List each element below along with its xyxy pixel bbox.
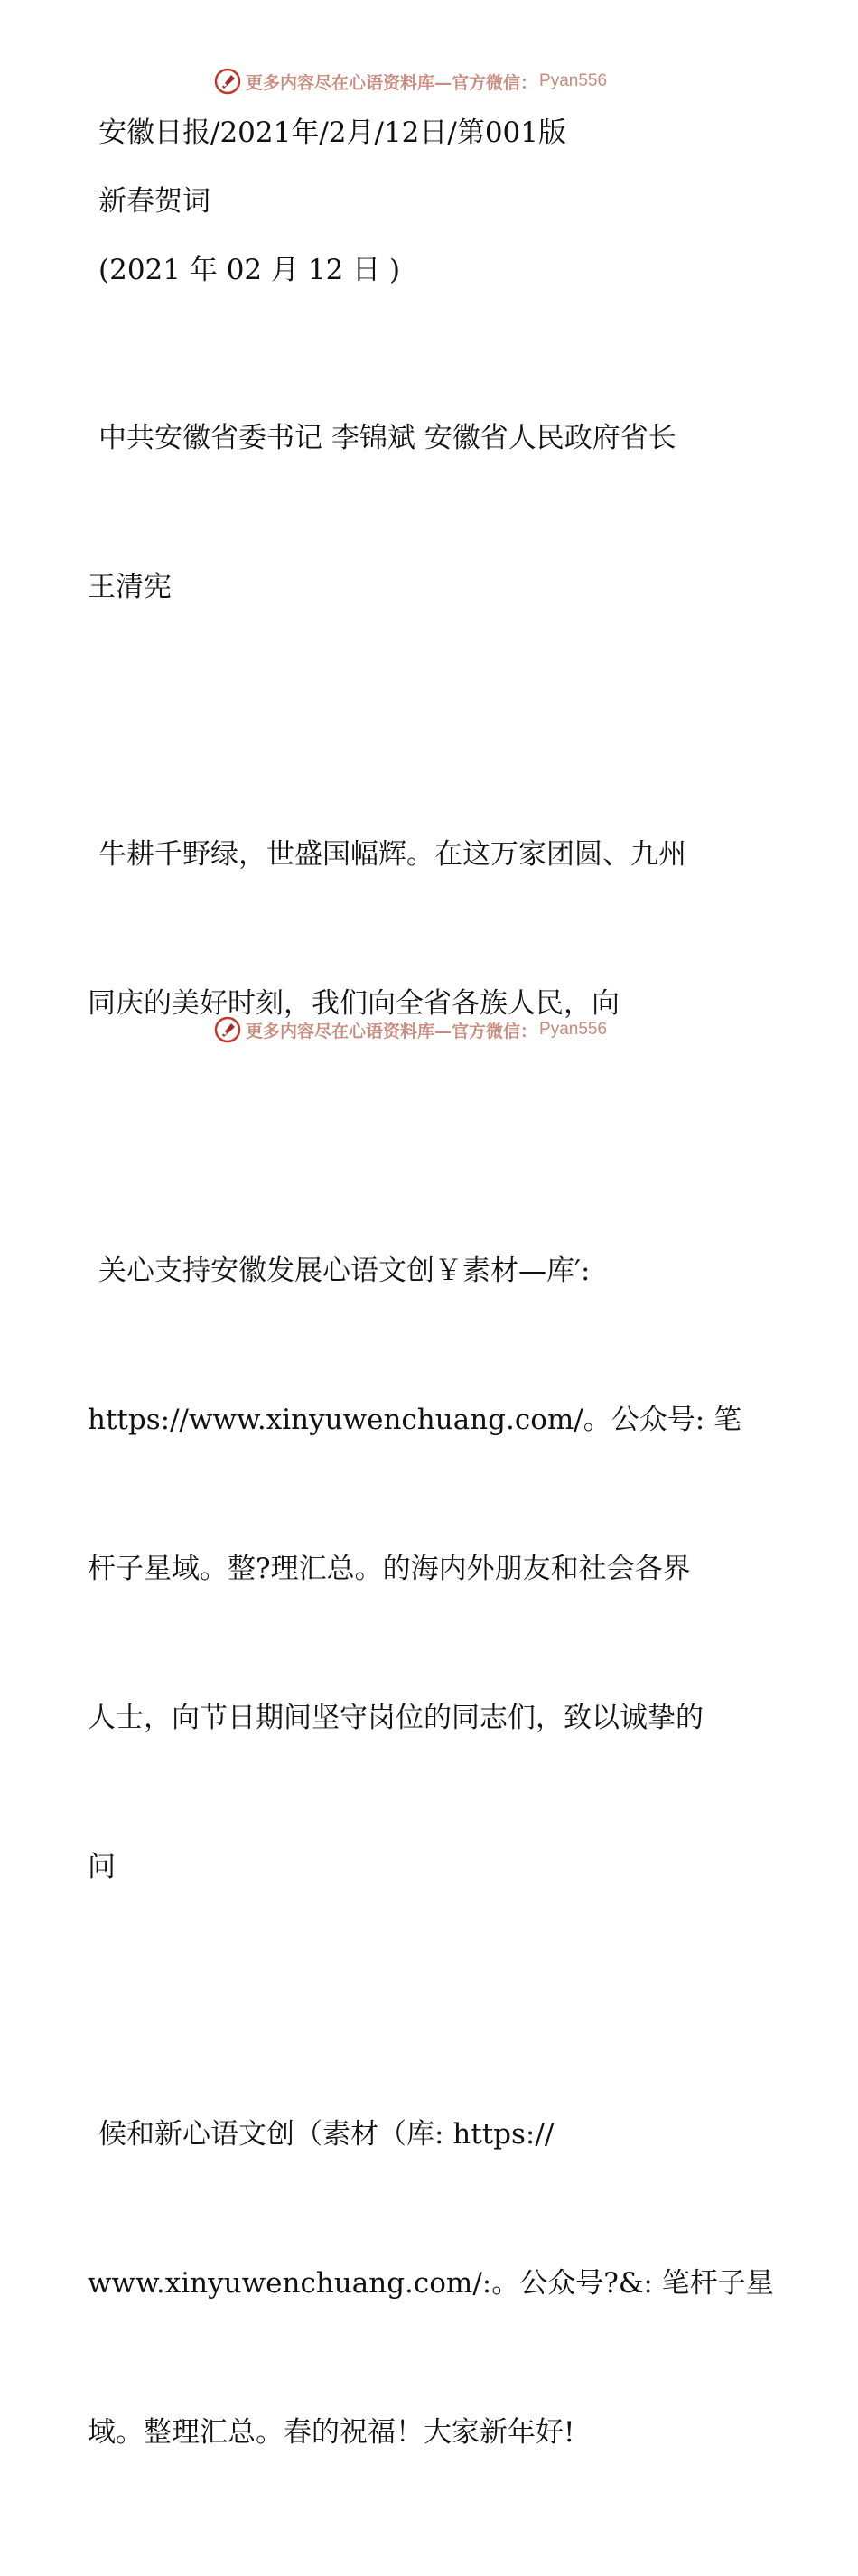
article-date: (2021 年 02 月 12 日 ) xyxy=(98,254,401,286)
banner-text: 更多内容尽在心语资料库—官方微信： xyxy=(246,72,538,93)
pen-nib-circle-icon xyxy=(213,1015,242,1044)
article-body xyxy=(88,108,774,2576)
paragraph-2 xyxy=(88,1147,774,1992)
header-watermark-banner xyxy=(213,65,607,98)
paragraph-1 xyxy=(88,731,774,1128)
banner-wechat-id: Pyan556 xyxy=(539,71,608,90)
para3-line-1: 候和新心语文创（素材（库: https:// xyxy=(98,2118,555,2151)
banner-wechat-id: Pyan556 xyxy=(539,1020,608,1039)
para3-line-3: 域。整理汇总。春的祝福！大家新年好! xyxy=(88,2416,575,2449)
authors-line-2: 王清宪 xyxy=(88,571,172,603)
paragraph-3 xyxy=(88,2011,774,2557)
banner-text: 更多内容尽在心语资料库—官方微信： xyxy=(246,1021,538,1041)
para1-line-1: 牛耕千野绿，世盛国幅辉。在这万家团圆、九州 xyxy=(98,838,686,871)
para2-line-2: https://www.xinyuwenchuang.com/。公众号: 笔 xyxy=(88,1404,742,1436)
para1-line-2: 同庆的美好时刻，我们向全省各族人民，向 xyxy=(88,987,620,1020)
para3-line-2: www.xinyuwenchuang.com/:。公众号?&: 笔杆子星 xyxy=(88,2267,774,2300)
para2-line-4: 人士，向节日期间坚守岗位的同志们，致以诚挚的 xyxy=(88,1702,704,1734)
footer-watermark-banner xyxy=(213,1013,607,1046)
article-authors xyxy=(88,314,774,712)
pen-nib-circle-icon xyxy=(213,67,242,96)
source-line: 安徽日报/2021年/2月/12日/第001版 xyxy=(98,117,567,149)
article-title: 新春贺词 xyxy=(98,185,210,218)
authors-line-1: 中共安徽省委书记 李锦斌 安徽省人民政府省长 xyxy=(98,422,676,454)
para2-line-3: 杆子星域。整?理汇总。的海内外朋友和社会各界 xyxy=(88,1553,691,1585)
para2-line-5: 问 xyxy=(88,1851,116,1883)
para2-line-1: 关心支持安徽发展心语文创￥素材—库′: xyxy=(98,1255,591,1287)
